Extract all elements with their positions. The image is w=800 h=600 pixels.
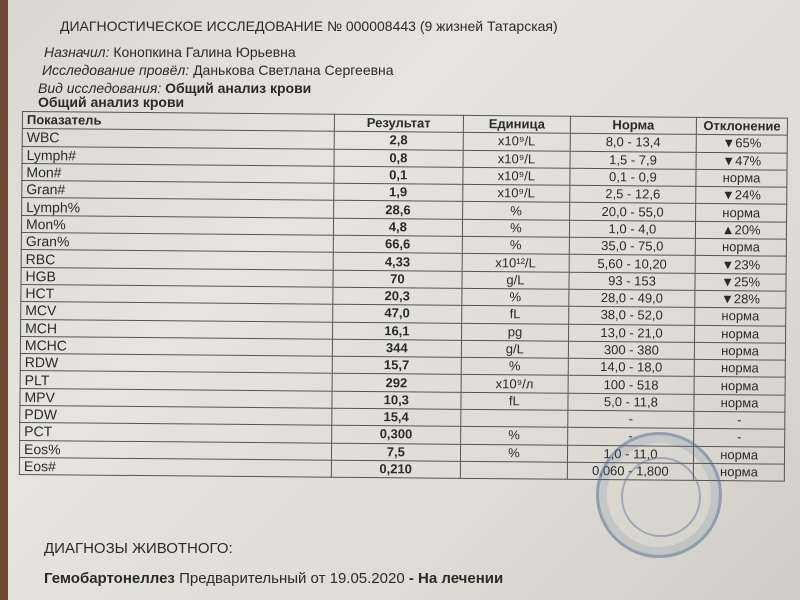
result-cell: 0,210 xyxy=(331,460,461,478)
norm-cell: 38,0 - 52,0 xyxy=(568,307,695,325)
clinic-stamp xyxy=(596,432,722,558)
parameter-name-cell: RDW xyxy=(20,354,332,374)
deviation-cell: норма xyxy=(696,169,787,187)
study-type-label: Вид исследования: xyxy=(38,80,162,96)
norm-cell: 1,5 - 7,9 xyxy=(570,151,697,169)
diagnosis-row xyxy=(44,570,503,587)
result-cell: 15,4 xyxy=(331,408,461,426)
result-cell: 7,5 xyxy=(331,443,461,461)
parameter-name-cell: WBC xyxy=(22,129,334,149)
deviation-cell: норма xyxy=(694,446,785,464)
unit-cell: pg xyxy=(462,323,569,341)
norm-cell: - xyxy=(567,410,694,428)
norm-cell: 35,0 - 75,0 xyxy=(569,237,696,255)
norm-cell: 20,0 - 55,0 xyxy=(569,203,696,221)
unit-cell: x10⁹/L xyxy=(463,185,570,203)
deviation-cell: норма xyxy=(695,308,786,326)
result-cell: 0,1 xyxy=(333,166,463,184)
deviation-cell: - xyxy=(694,411,785,429)
unit-cell: x10⁹/L xyxy=(463,133,570,151)
unit-cell: x10⁹/L xyxy=(463,167,570,185)
deviation-cell: норма xyxy=(694,377,785,395)
norm-cell: 28,0 - 49,0 xyxy=(568,289,695,307)
norm-cell: 8,0 - 13,4 xyxy=(570,134,697,152)
deviation-cell: норма xyxy=(694,463,785,481)
deviation-cell: ▼65% xyxy=(696,135,787,153)
parameter-name-cell: HGB xyxy=(21,267,333,287)
unit-cell: fL xyxy=(462,306,569,324)
result-cell: 16,1 xyxy=(332,322,462,340)
column-header: Норма xyxy=(570,116,697,134)
deviation-cell: норма xyxy=(694,394,785,412)
result-cell: 47,0 xyxy=(332,304,462,322)
parameter-name-cell: MPV xyxy=(20,388,332,408)
result-cell: 292 xyxy=(332,374,462,392)
column-header: Отклонение xyxy=(697,117,788,135)
unit-cell: % xyxy=(461,427,568,445)
result-cell: 66,6 xyxy=(333,235,463,253)
norm-cell: - xyxy=(567,428,694,446)
parameter-name-cell: RBC xyxy=(21,250,333,270)
unit-cell: fL xyxy=(461,392,568,410)
performed-by-row xyxy=(42,62,394,78)
norm-cell: 5,60 - 10,20 xyxy=(569,255,696,273)
parameter-name-cell: Gran# xyxy=(22,181,334,201)
parameter-name-cell: Lymph# xyxy=(22,146,334,166)
unit-cell xyxy=(461,409,568,427)
prescribed-by-row xyxy=(44,44,296,60)
result-cell: 0,300 xyxy=(331,426,461,444)
section-title: Общий анализ крови xyxy=(38,94,185,110)
diagnoses-title: ДИАГНОЗЫ ЖИВОТНОГО: xyxy=(44,540,233,557)
results-table xyxy=(19,111,788,482)
parameter-name-cell: MCH xyxy=(21,319,333,339)
unit-cell: x10⁹/L xyxy=(463,150,570,168)
result-cell: 1,9 xyxy=(333,183,463,201)
deviation-cell: норма xyxy=(695,342,786,360)
norm-cell: 93 - 153 xyxy=(569,272,696,290)
unit-cell: % xyxy=(461,444,568,462)
result-cell: 0,8 xyxy=(334,149,464,167)
performed-by-value: Данькова Светлана Сергеевна xyxy=(193,62,394,78)
deviation-cell: норма xyxy=(695,325,786,343)
norm-cell: 0,1 - 0,9 xyxy=(570,168,697,186)
study-type-value: Общий анализ крови xyxy=(165,80,312,96)
unit-cell: % xyxy=(463,202,570,220)
parameter-name-cell: MCV xyxy=(21,302,333,322)
diagnosis-name: Гемобартонеллез xyxy=(44,570,175,587)
unit-cell: % xyxy=(463,219,570,237)
parameter-name-cell: PLT xyxy=(20,371,332,391)
norm-cell: 300 - 380 xyxy=(568,341,695,359)
unit-cell: g/L xyxy=(461,340,568,358)
deviation-cell: ▼24% xyxy=(696,187,787,205)
parameter-name-cell: Lymph% xyxy=(22,198,334,218)
deviation-cell: ▼23% xyxy=(695,256,786,274)
result-cell: 20,3 xyxy=(332,287,462,305)
unit-cell: x10⁹/л xyxy=(461,375,568,393)
parameter-name-cell: PDW xyxy=(20,406,332,426)
document-title: ДИАГНОСТИЧЕСКОЕ ИССЛЕДОВАНИЕ № 000008443 (9 жизней Татарская) xyxy=(60,18,558,34)
norm-cell: 1,0 - 11,0 xyxy=(567,445,694,463)
performed-by-label: Исследование провёл: xyxy=(42,62,190,78)
deviation-cell: норма xyxy=(696,204,787,222)
stamp-inner-ring xyxy=(621,457,701,537)
norm-cell: 1,0 - 4,0 xyxy=(569,220,696,238)
deviation-cell: ▼28% xyxy=(695,290,786,308)
parameter-name-cell: Gran% xyxy=(21,233,333,253)
parameter-name-cell: Eos# xyxy=(19,457,331,477)
norm-cell: 14,0 - 18,0 xyxy=(568,358,695,376)
unit-cell: % xyxy=(462,288,569,306)
deviation-cell: норма xyxy=(694,360,785,378)
deviation-cell: ▼25% xyxy=(695,273,786,291)
norm-cell: 13,0 - 21,0 xyxy=(568,324,695,342)
unit-cell: g/L xyxy=(462,271,569,289)
result-cell: 2,8 xyxy=(334,132,464,150)
result-cell: 4,8 xyxy=(333,218,463,236)
result-cell: 344 xyxy=(332,339,462,357)
prescribed-by-label: Назначил: xyxy=(44,44,110,60)
result-cell: 28,6 xyxy=(333,201,463,219)
result-cell: 15,7 xyxy=(332,356,462,374)
prescribed-by-value: Конопкина Галина Юрьевна xyxy=(113,44,296,60)
unit-cell: % xyxy=(461,358,568,376)
norm-cell: 5,0 - 11,8 xyxy=(568,393,695,411)
parameter-name-cell: MCHC xyxy=(20,336,332,356)
result-cell: 10,3 xyxy=(331,391,461,409)
diagnosis-status: Предварительный от 19.05.2020 xyxy=(179,570,405,587)
unit-cell: x10¹²/L xyxy=(462,254,569,272)
norm-cell: 100 - 518 xyxy=(568,376,695,394)
parameter-name-cell: PCT xyxy=(20,423,332,443)
parameter-name-cell: HCT xyxy=(21,284,333,304)
diagnosis-state: На лечении xyxy=(418,570,504,587)
column-header: Показатель xyxy=(22,112,334,132)
norm-cell: 2,5 - 12,6 xyxy=(569,185,696,203)
parameter-name-cell: Mon# xyxy=(22,163,334,183)
column-header: Результат xyxy=(334,114,464,132)
parameter-name-cell: Eos% xyxy=(19,440,331,460)
document-sheet xyxy=(8,0,800,600)
unit-cell: % xyxy=(462,236,569,254)
parameter-name-cell: Mon% xyxy=(21,215,333,235)
norm-cell: 0,060 - 1,800 xyxy=(567,462,694,480)
column-header: Единица xyxy=(463,115,570,133)
unit-cell xyxy=(460,461,567,479)
diagnosis-separator: - xyxy=(408,570,414,587)
result-cell: 4,33 xyxy=(333,253,463,271)
deviation-cell: - xyxy=(694,429,785,447)
deviation-cell: ▼47% xyxy=(696,152,787,170)
result-cell: 70 xyxy=(332,270,462,288)
deviation-cell: норма xyxy=(695,238,786,256)
deviation-cell: ▲20% xyxy=(696,221,787,239)
